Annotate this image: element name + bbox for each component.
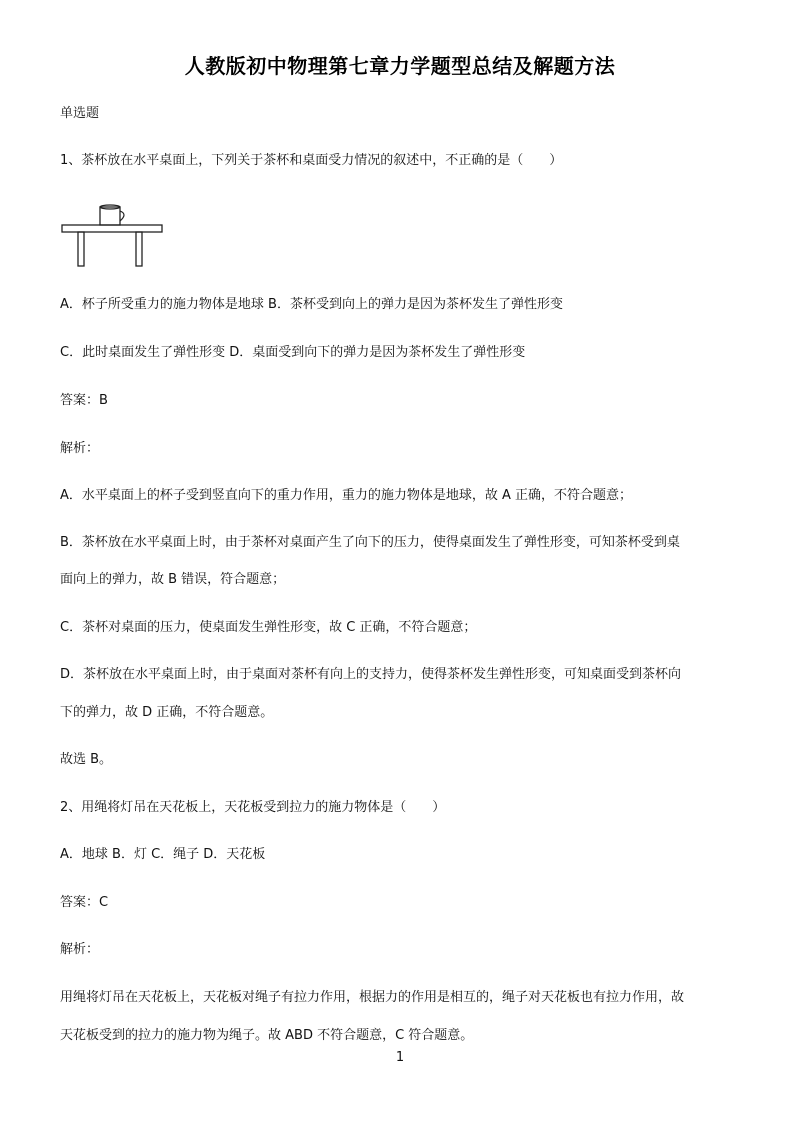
q2-options: A．地球 B．灯 C．绳子 D．天花板 — [60, 847, 266, 862]
q1-conclusion: 故选 B。 — [60, 752, 113, 767]
q1-analysis-c: C．茶杯对桌面的压力，使桌面发生弹性形变，故 C 正确，不符合题意； — [60, 620, 477, 635]
page-number: 1 — [395, 1050, 405, 1065]
q1-analysis-label: 解析： — [60, 441, 100, 456]
section-heading: 单选题 — [60, 106, 100, 121]
q2-analysis-1: 用绳将灯吊在天花板上，天花板对绳子有拉力作用，根据力的作用是相互的，绳子对天花板也有拉力作用，故 — [60, 990, 685, 1005]
q2-question: 2、用绳将灯吊在天花板上，天花板受到拉力的施力物体是（ ） — [60, 800, 446, 815]
q1-analysis-d-1: D．茶杯放在水平桌面上时，由于桌面对茶杯有向上的支持力，使得茶杯发生弹性形变，可知桌面受到茶杯向 — [60, 667, 682, 682]
document-title: 人教版初中物理第七章力学题型总结及解题方法 — [184, 54, 616, 78]
q2-analysis-2: 天花板受到的拉力的施力物为绳子。故 ABD 不符合题意，C 符合题意。 — [60, 1028, 474, 1043]
q1-analysis-d-2: 下的弹力，故 D 正确，不符合题意。 — [60, 705, 274, 720]
q1-answer: 答案：B — [60, 393, 108, 408]
q1-options-cd: C．此时桌面发生了弹性形变 D．桌面受到向下的弹力是因为茶杯发生了弹性形变 — [60, 345, 526, 360]
q1-analysis-b-1: B．茶杯放在水平桌面上时，由于茶杯对桌面产生了向下的压力，使得桌面发生了弹性形变，可知茶杯受到桌 — [60, 535, 680, 550]
q1-options-ab: A．杯子所受重力的施力物体是地球 B．茶杯受到向上的弹力是因为茶杯发生了弹性形变 — [60, 297, 563, 312]
cup-on-table-icon — [60, 200, 165, 270]
q1-analysis-a: A．水平桌面上的杯子受到竖直向下的重力作用，重力的施力物体是地球，故 A 正确，不符合题意； — [60, 488, 633, 503]
q1-question: 1、茶杯放在水平桌面上，下列关于茶杯和桌面受力情况的叙述中，不正确的是（ ） — [60, 153, 563, 168]
q2-answer: 答案：C — [60, 895, 109, 910]
q2-analysis-label: 解析： — [60, 942, 100, 957]
q1-analysis-b-2: 面向上的弹力，故 B 错误，符合题意； — [60, 572, 286, 587]
